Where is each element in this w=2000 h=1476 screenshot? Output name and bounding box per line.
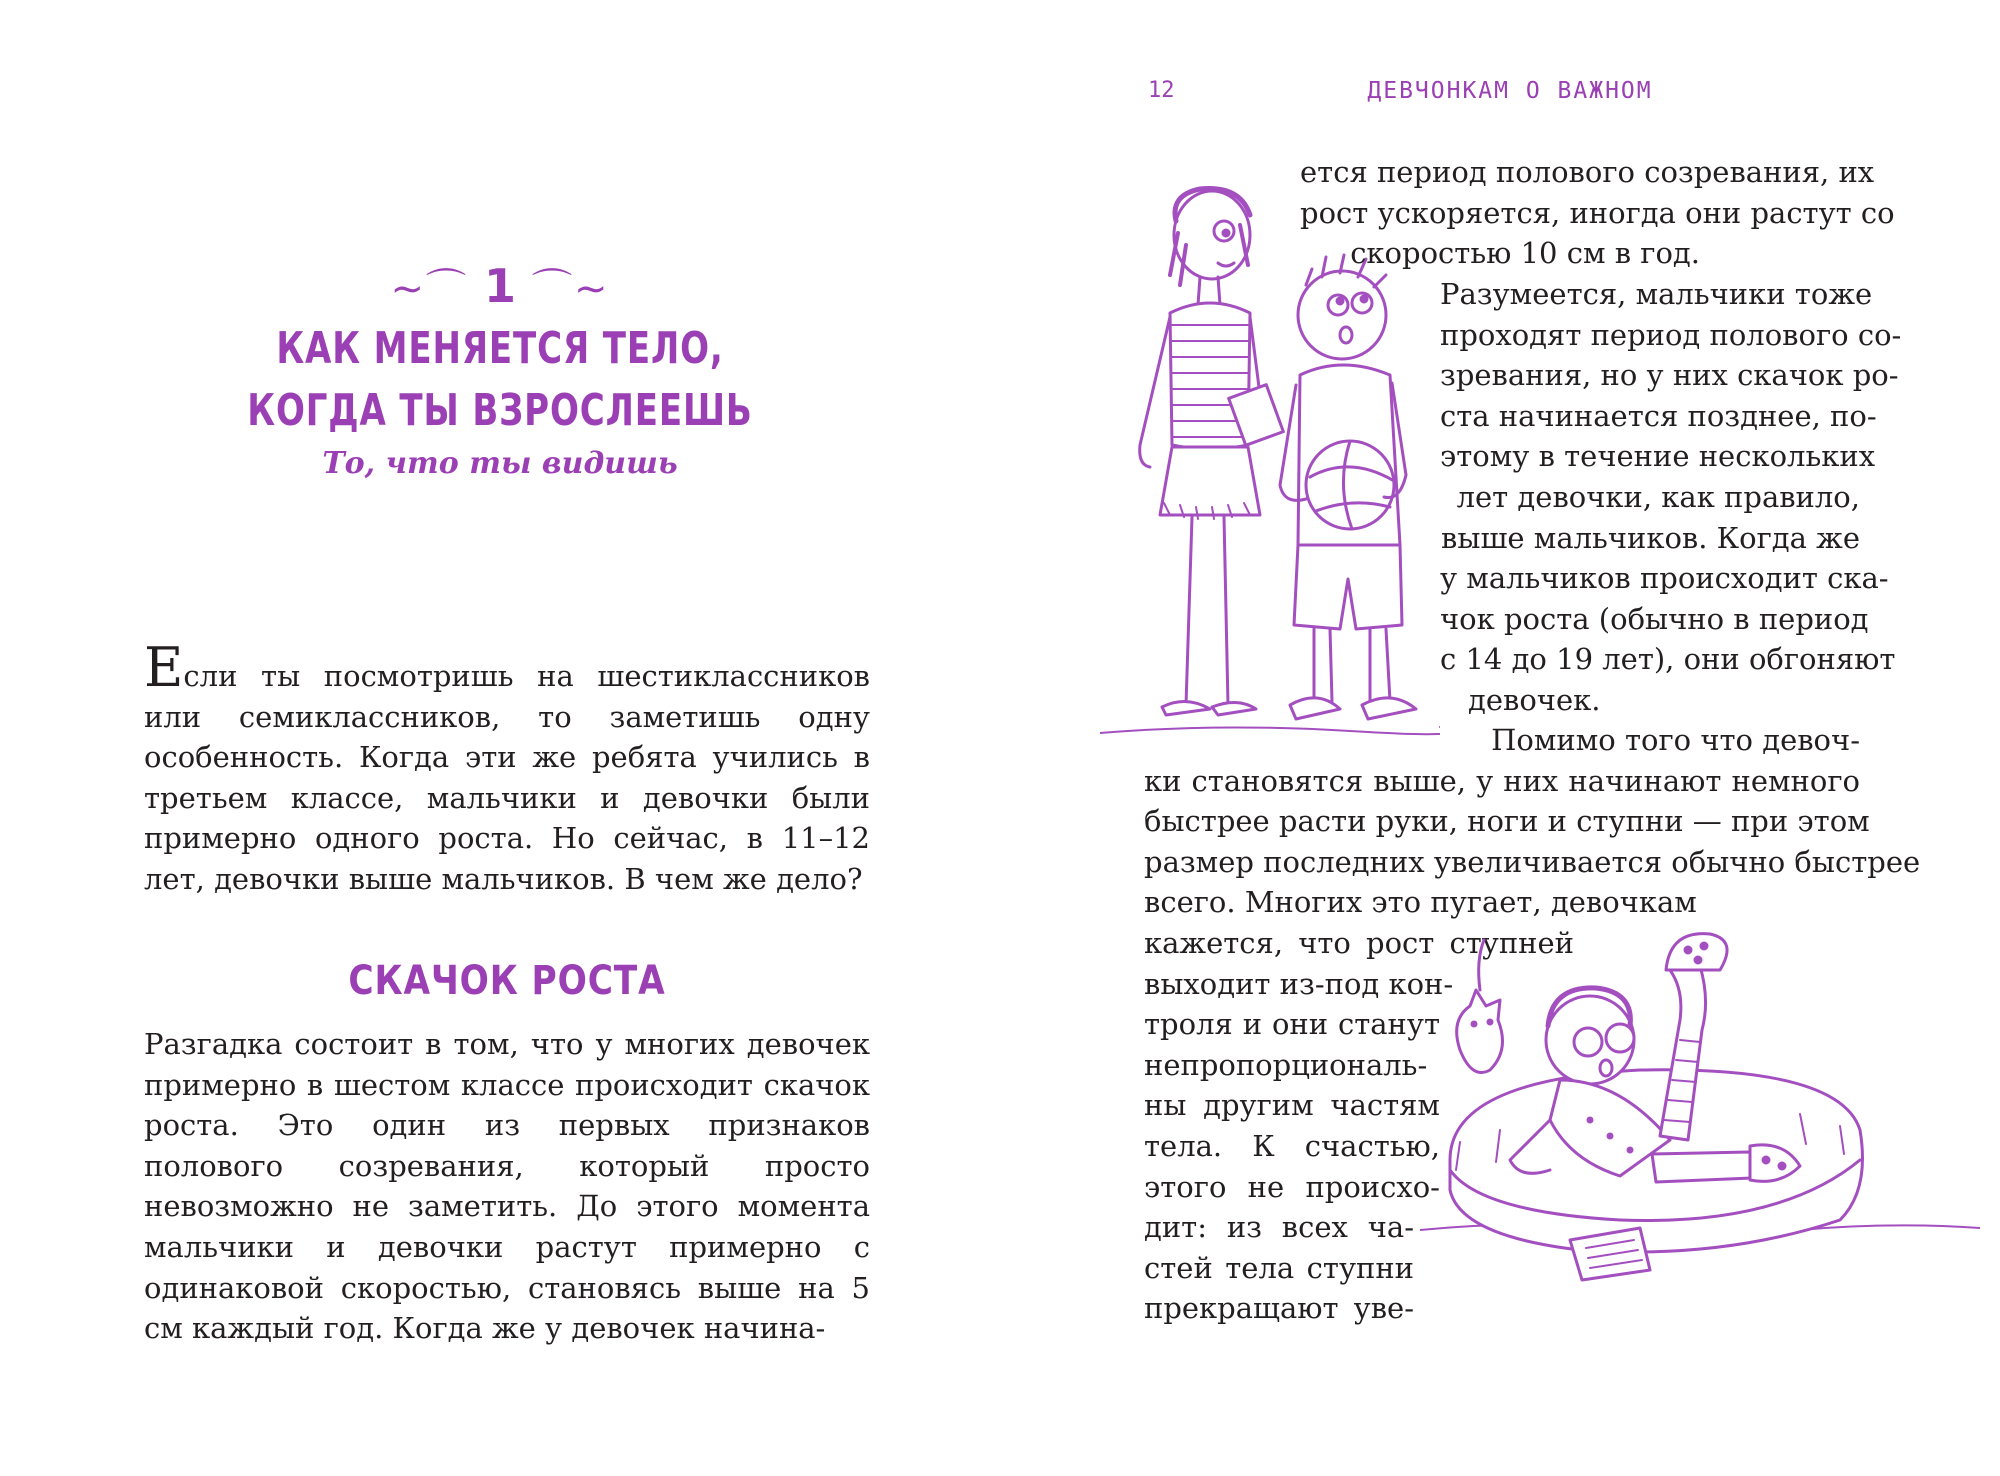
text-line: рост ускоряется, иногда они растут со <box>1300 195 1895 230</box>
text-line: этого не происхо- <box>1144 1169 1440 1204</box>
text-line: ки становятся выше, у них начинают немного <box>1144 763 1860 798</box>
text-line: кажется, что рост ступней <box>1144 926 1574 960</box>
text-line: Разумеется, мальчики тоже <box>1440 277 1873 311</box>
paragraph-continued <box>1300 152 1895 274</box>
chapter-title <box>190 318 809 442</box>
text-line: размер последних увеличивается обычно быстрее <box>1144 844 1921 879</box>
paragraph-boys <box>1440 274 1902 721</box>
text-line: выходит из-под кон- <box>1144 966 1454 1001</box>
intro-paragraph-text: сли ты посмотришь на шестиклассников или семиклассников, то заметишь одну особенность. Когда эти же ребята учились в третьем классе, мальчики и девочки были примерно одного роста. Но сейчас, в 11–12 лет, девочки выше мальчиков. В чем же дело? <box>144 659 870 896</box>
left-swirl-ornament: ∼⌒ <box>390 266 468 312</box>
drop-cap: Е <box>144 636 184 699</box>
text-line: всего. Многих это пугает, девочкам <box>1144 885 1697 920</box>
text-line: зревания, но у них скачок ро- <box>1440 358 1899 393</box>
text-line: у мальчиков происходит ска- <box>1440 561 1889 596</box>
text-line: тела. К счастью, <box>1144 1128 1440 1163</box>
right-page <box>1000 0 2000 1476</box>
text-line: дит: из всех ча- <box>1144 1210 1414 1245</box>
text-line: лет девочки, как правило, <box>1456 479 1860 514</box>
text-line: ста начинается позднее, по- <box>1440 398 1877 433</box>
text-line: ется период полового созревания, их <box>1300 155 1875 189</box>
text-line: Помимо того что девоч- <box>1491 723 1860 757</box>
chapter-title-line-2: КОГДА ТЫ ВЗРОСЛЕЕШЬ <box>247 385 753 436</box>
text-line: этому в течение нескольких <box>1440 439 1876 474</box>
text-line: девочек. <box>1468 682 1601 717</box>
chapter-title-line-1: КАК МЕНЯЕТСЯ ТЕЛО, <box>276 323 724 374</box>
girl-on-cushion-illustration <box>1420 930 1980 1310</box>
section-heading: СКАЧОК РОСТА <box>348 958 666 1004</box>
intro-paragraph <box>144 636 870 900</box>
chapter-subtitle: То, что ты видишь <box>322 446 678 481</box>
text-line: прекращают уве- <box>1144 1291 1414 1326</box>
chapter-number: 1 <box>483 259 516 313</box>
right-swirl-ornament: ⌒∼ <box>532 266 610 312</box>
text-line: стей тела ступни <box>1144 1250 1414 1285</box>
text-line: скоростью 10 см в год. <box>1350 236 1700 271</box>
text-line: ны другим частям <box>1144 1088 1440 1123</box>
paragraph-feet <box>1144 720 1921 923</box>
text-line: быстрее расти руки, ноги и ступни — при этом <box>1144 804 1870 839</box>
chapter-number-line <box>140 258 860 317</box>
page-number: 12 <box>1148 78 1175 103</box>
text-line: непропорциональ- <box>1144 1047 1428 1082</box>
text-line: проходят период полового со- <box>1440 317 1902 352</box>
paragraph-feet-narrow <box>1144 923 1574 1329</box>
text-line: выше мальчиков. Когда же <box>1441 520 1860 555</box>
text-line: троля и они станут <box>1144 1007 1440 1042</box>
running-head: ДЕВЧОНКАМ О ВАЖНОМ <box>1367 78 1653 104</box>
text-line: чок роста (обычно в период <box>1440 601 1869 636</box>
text-line: с 14 до 19 лет), они обгоняют <box>1440 642 1896 677</box>
section-paragraph: Разгадка состоит в том, что у многих девочек примерно в шестом классе происходит скачок роста. Это один из первых признаков полового созревания, который просто невозможно не заметить. До этого момента мальчики и девочки растут примерно с одинаковой скоростью, становясь выше на 5 см каждый год. Когда же у девочек начина- <box>144 1027 870 1346</box>
